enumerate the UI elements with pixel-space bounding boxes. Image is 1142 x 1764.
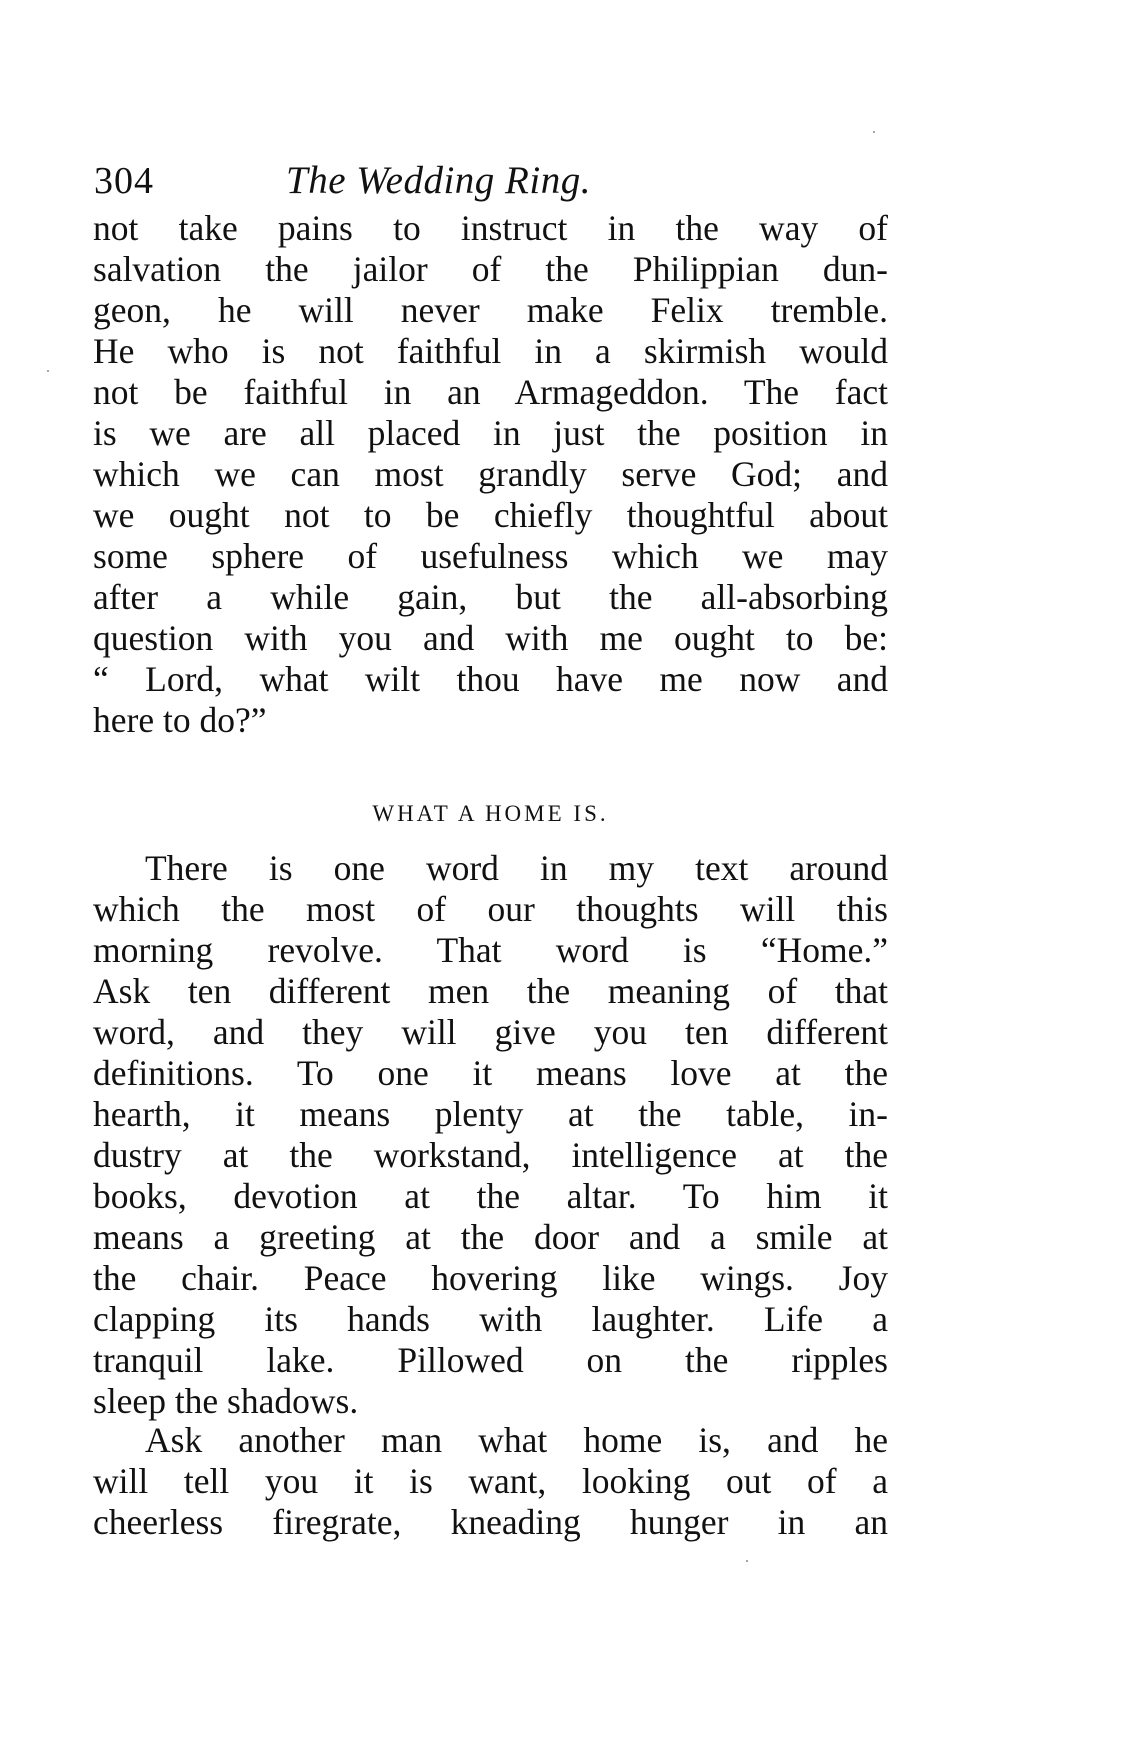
section-heading: WHAT A HOME IS. (372, 801, 609, 826)
text-line: which we can most grandly serve God; and (93, 454, 888, 494)
text-line: hearth, it means plenty at the table, in- (93, 1094, 888, 1134)
text-line: Ask ten different men the meaning of that (93, 971, 888, 1011)
text-line: not take pains to instruct in the way of (93, 208, 888, 248)
text-line: dustry at the workstand, intelligence at the (93, 1135, 888, 1175)
paragraph-home-want (93, 1420, 888, 1543)
text-line: clapping its hands with laughter. Life a (93, 1299, 888, 1339)
text-line: word, and they will give you ten different (93, 1012, 888, 1052)
text-line: which the most of our thoughts will this (93, 889, 888, 929)
text-line: the chair. Peace hovering like wings. Joy (93, 1258, 888, 1298)
text-line: is we are all placed in just the position in (93, 413, 888, 453)
text-line: some sphere of usefulness which we may (93, 536, 888, 576)
continued-paragraph (93, 208, 888, 741)
text-line: cheerless firegrate, kneading hunger in an (93, 1502, 888, 1542)
text-line: definitions. To one it means love at the (93, 1053, 888, 1093)
paragraph-home-definitions (93, 848, 888, 1422)
text-line: here to do?” (93, 700, 267, 740)
text-line: morning revolve. That word is “Home.” (93, 930, 888, 970)
text-line: tranquil lake. Pillowed on the ripples (93, 1340, 888, 1380)
running-title: The Wedding Ring. (286, 159, 591, 202)
scan-speck (746, 1560, 748, 1562)
scan-speck (873, 131, 875, 133)
text-line: question with you and with me ought to be: (93, 618, 888, 658)
text-line: not be faithful in an Armageddon. The fact (93, 372, 888, 412)
text-line: will tell you it is want, looking out of a (93, 1461, 888, 1501)
text-line: after a while gain, but the all-absorbing (93, 577, 888, 617)
text-line: “ Lord, what wilt thou have me now and (93, 659, 888, 699)
text-line: There is one word in my text around (145, 848, 888, 888)
page-header (94, 153, 894, 209)
text-line: sleep the shadows. (93, 1381, 359, 1421)
text-line: He who is not faithful in a skirmish would (93, 331, 888, 371)
text-line: books, devotion at the altar. To him it (93, 1176, 888, 1216)
text-line: means a greeting at the door and a smile at (93, 1217, 888, 1257)
scan-speck (47, 370, 49, 372)
page-number: 304 (94, 160, 154, 202)
text-line: salvation the jailor of the Philippian dun- (93, 249, 888, 289)
text-line: we ought not to be chiefly thoughtful about (93, 495, 888, 535)
text-line: geon, he will never make Felix tremble. (93, 290, 888, 330)
text-line: Ask another man what home is, and he (145, 1420, 888, 1460)
